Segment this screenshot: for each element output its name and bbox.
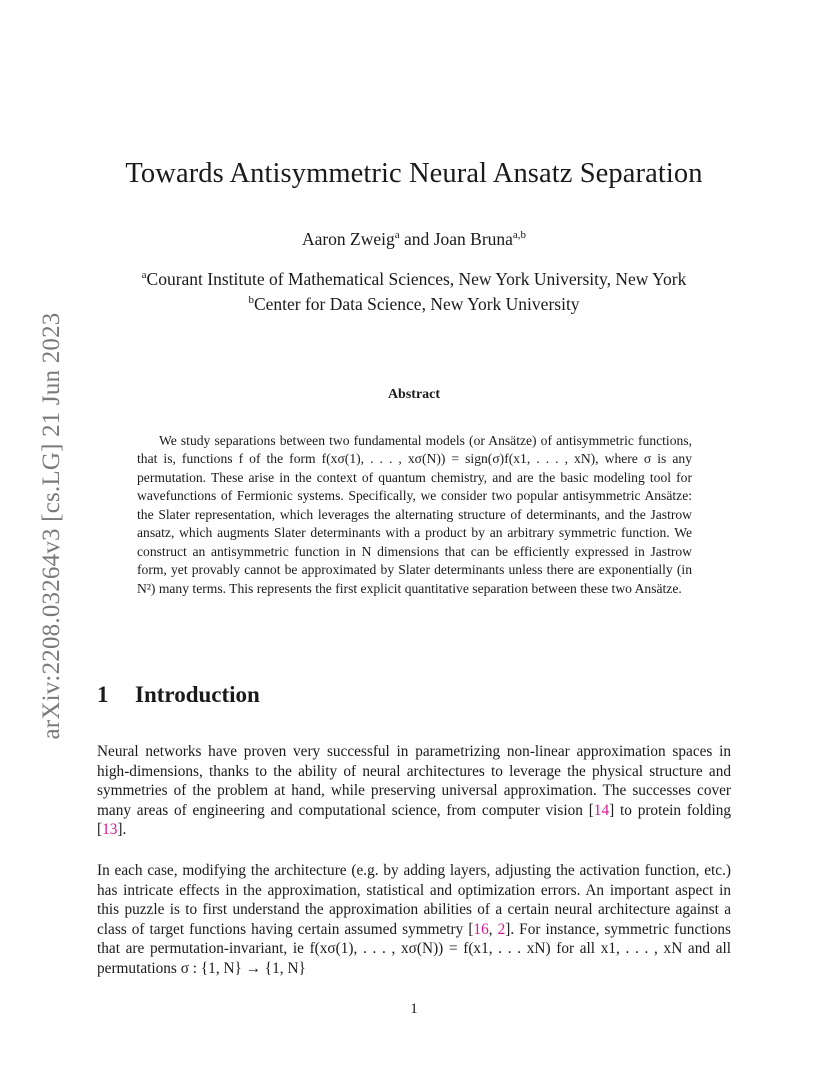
paragraph-text: ]. For instance, symmetric functions that are permutation-invariant, ie f(xσ(1), . . . , xσ(N)) = f(x1, . . . xN) for all x1, . . . , xN and all permutations σ : {1, N} → {1, N} bbox=[97, 920, 731, 977]
author-name: Joan Bruna bbox=[433, 229, 513, 249]
affiliation-marker: a bbox=[394, 229, 400, 241]
paragraph-text: ] to protein folding [ bbox=[97, 801, 732, 839]
citation-separator: , bbox=[488, 920, 498, 938]
body-paragraph bbox=[97, 742, 731, 840]
abstract-heading: Abstract bbox=[387, 387, 441, 402]
paragraph-text: Neural networks have proven very successful in parametrizing non-linear approximation spaces in high-dimensions, thanks to the ability of neural architectures to leverage the physical structure and symmetries of the problem at hand, while preserving universal approximation. The successes cover many areas of engineering and computational science, from computer vision [ bbox=[97, 743, 731, 819]
section-title: Introduction bbox=[135, 682, 260, 707]
abstract-body bbox=[137, 432, 692, 598]
author-name: Aaron Zweig bbox=[301, 229, 395, 249]
citation-link[interactable]: 2 bbox=[497, 920, 506, 938]
paper-title: Towards Antisymmetric Neural Ansatz Separation bbox=[125, 158, 703, 189]
citation-link[interactable]: 16 bbox=[473, 920, 489, 938]
affiliation-text: Center for Data Science, New York University bbox=[253, 294, 580, 314]
paragraph-text: In each case, modifying the architecture (e.g. by adding layers, adjusting the activation function, etc.) has intricate effects in the approximation, statistical and optimization errors. An important aspect in this puzzle is to first understand the approximation abilities of a certain neural architecture against a class of target functions having certain assumed symmetry [ bbox=[97, 862, 731, 938]
arxiv-identifier: arXiv:2208.03264v3 [cs.LG] 21 Jun 2023 bbox=[38, 312, 65, 740]
citation-link[interactable]: 13 bbox=[102, 821, 118, 839]
section-heading bbox=[97, 682, 260, 708]
affiliation-marker: b bbox=[248, 294, 254, 306]
affiliation-marker: a,b bbox=[512, 229, 527, 241]
body-paragraph bbox=[97, 861, 731, 979]
affiliation-marker: a bbox=[141, 269, 147, 281]
section-number: 1 bbox=[97, 682, 109, 707]
paragraph-text: ]. bbox=[117, 821, 127, 839]
author-conjunction: and bbox=[399, 229, 434, 249]
page-number: 1 bbox=[410, 1001, 418, 1017]
citation-link[interactable]: 14 bbox=[593, 801, 610, 819]
affiliation-text: Courant Institute of Mathematical Sciences, New York University, New York bbox=[146, 269, 687, 289]
abstract-text: We study separations between two fundamental models (or Ansätze) of antisymmetric functions, that is, functions f of the form f(xσ(1), . . . , xσ(N)) = sign(σ)f(x1, . . . , xN), where σ is any permutation. These arise in the context of quantum chemistry, and are the basic modeling tool for wavefunctions of Fermionic systems. Specifically, we consider two popular antisymmetric Ansätze: the Slater representation, which leverages the alternating structure of determinants, and the Jastrow ansatz, which augments Slater determinants with a product by an arbitrary symmetric function. We construct an antisymmetric function in N dimensions that can be efficiently expressed in Jastrow form, yet provably cannot be approximated by Slater determinants unless there are exponentially (in N²) many terms. This represents the first explicit quantitative separation between these two Ansätze. bbox=[137, 433, 692, 596]
affiliation bbox=[0, 269, 828, 290]
author-list bbox=[0, 229, 828, 250]
affiliation bbox=[0, 294, 828, 315]
